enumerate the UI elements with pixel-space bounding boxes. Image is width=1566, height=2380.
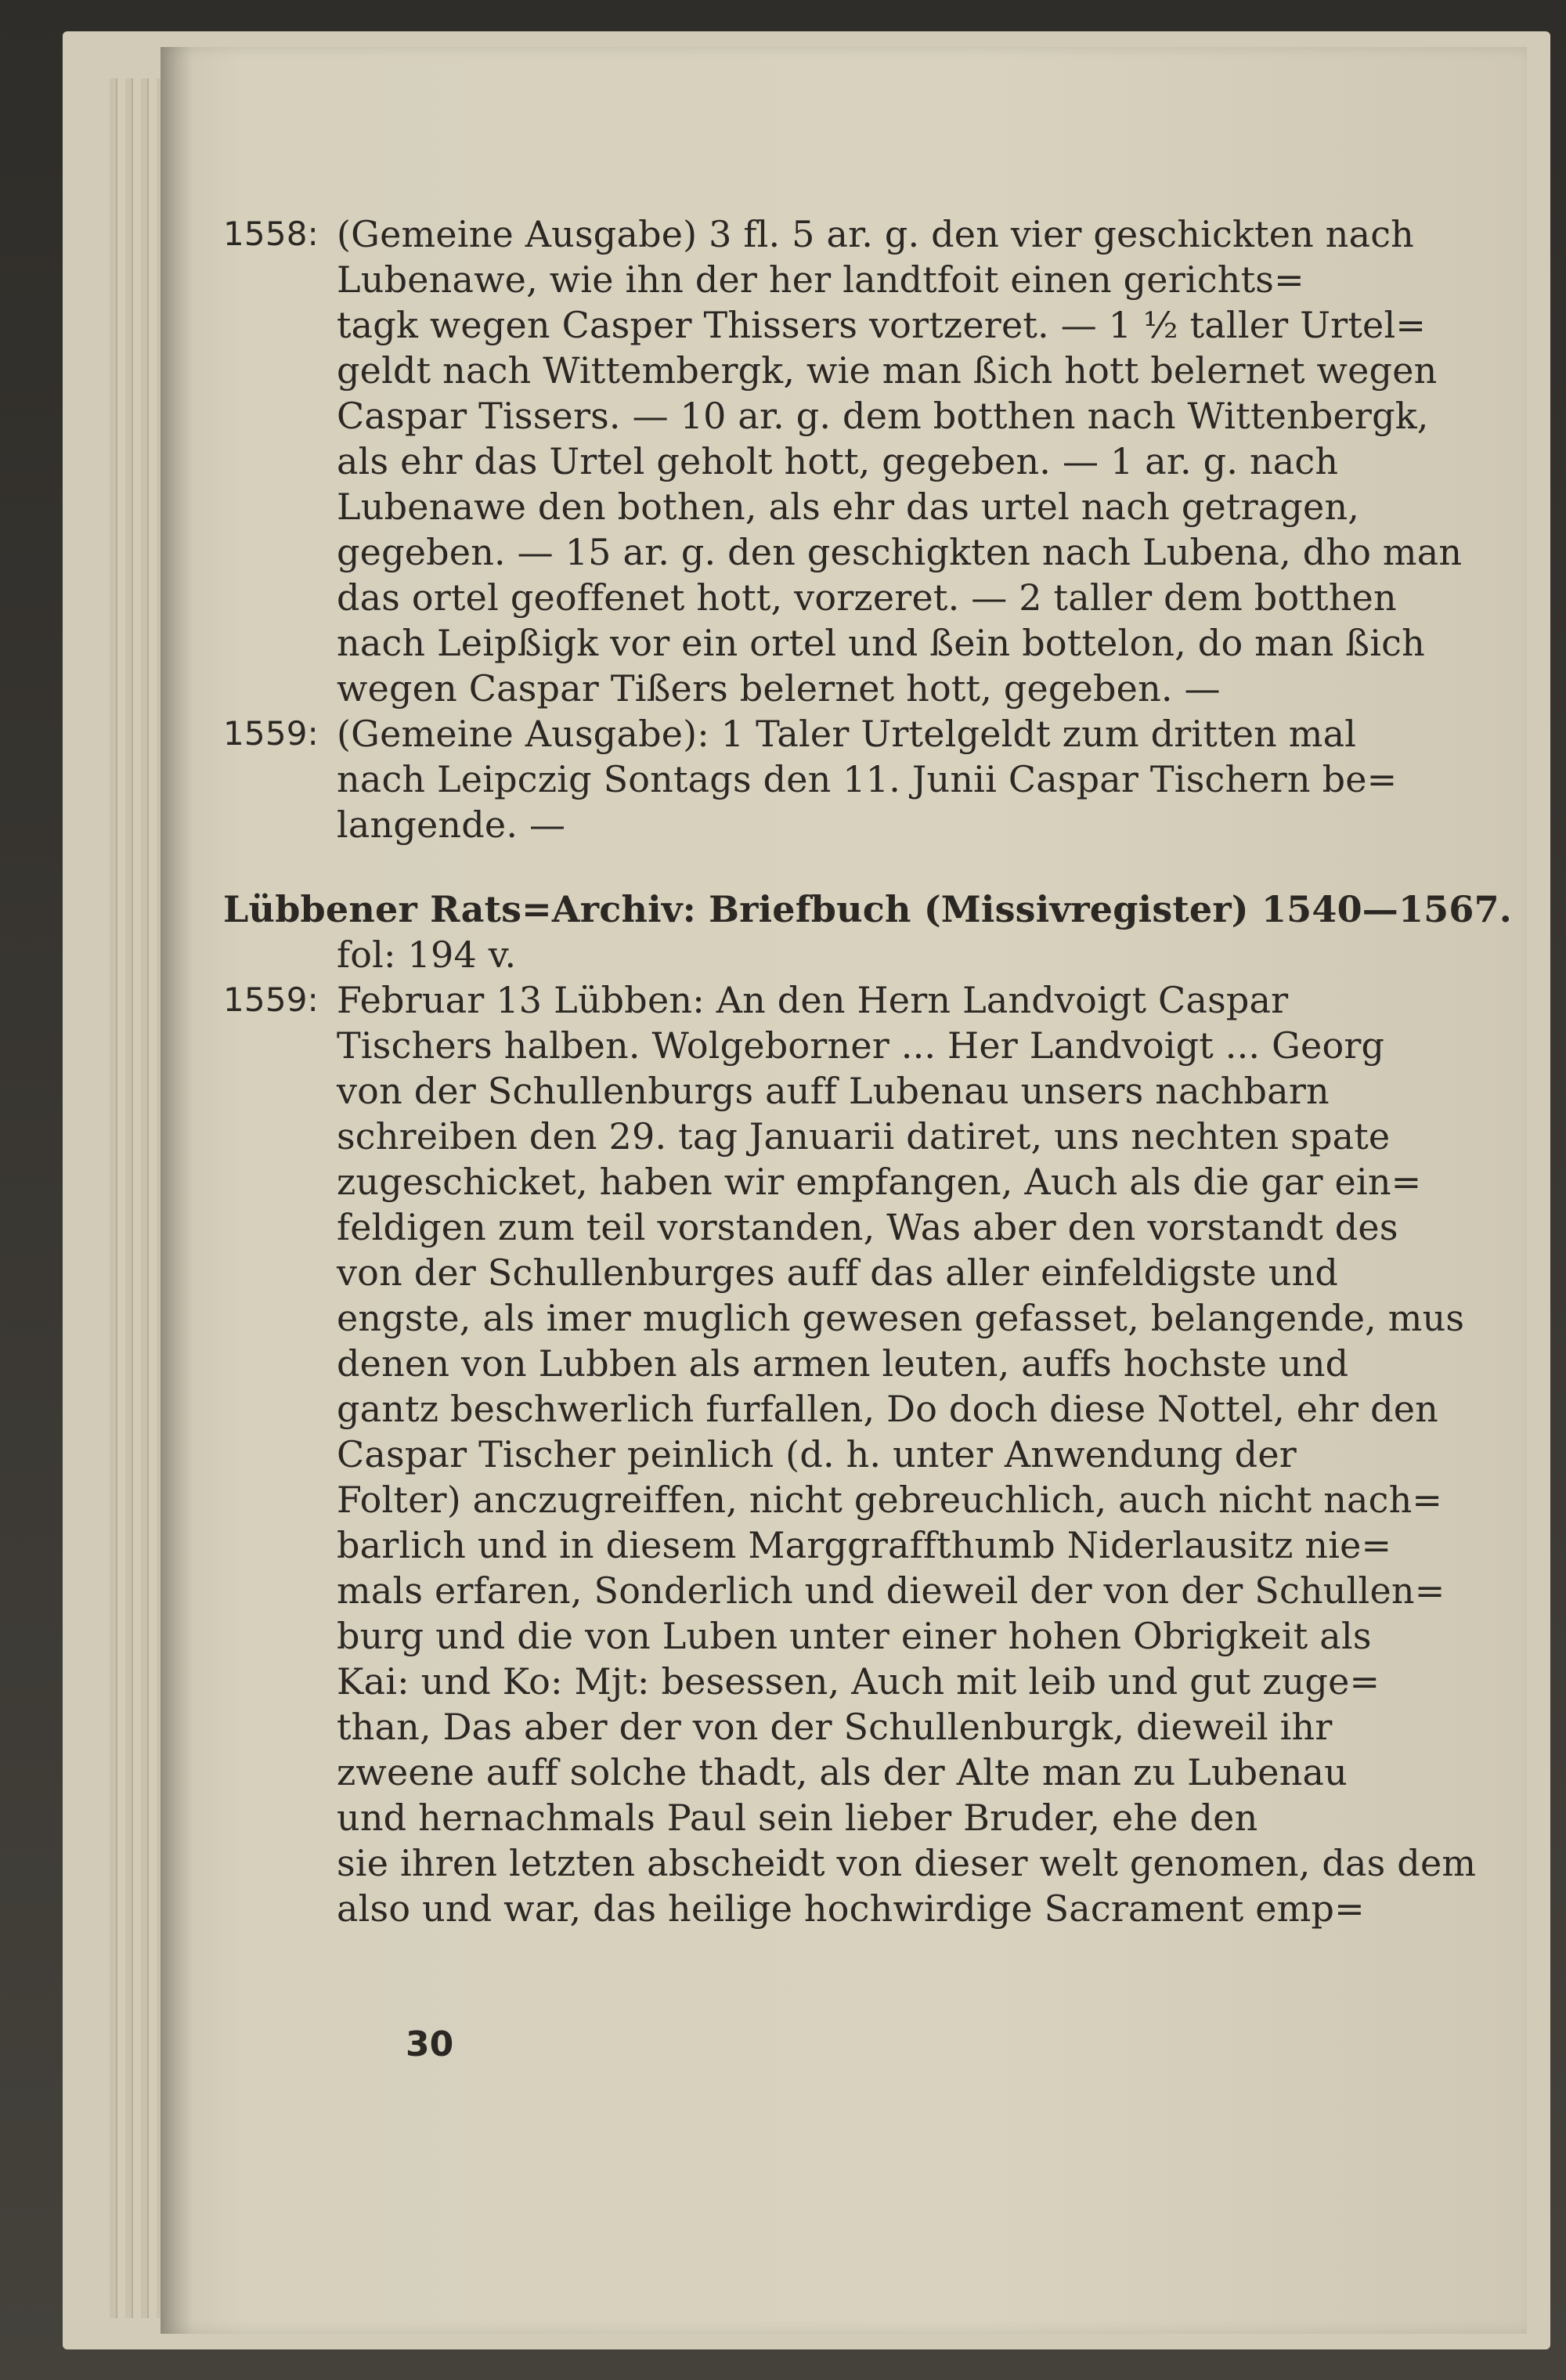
text-line: das ortel geoffenet hott, vorzeret. — 2 taller dem botthen	[337, 576, 1397, 619]
text-line: nach Leipczig Sontags den 11. Junii Caspar Tischern be=	[337, 758, 1398, 800]
text-line: zweene auff solche thadt, als der Alte man zu Lubenau	[337, 1751, 1348, 1793]
text-line: Caspar Tissers. — 10 ar. g. dem botthen nach Wittenbergk,	[337, 395, 1429, 437]
page-edge	[125, 78, 133, 2318]
entry-year-label: 1559:	[223, 714, 319, 753]
entry-1558	[223, 211, 1484, 711]
section-heading: Lübbener Rats=Archiv: Briefbuch (Missivregister) 1540—1567.	[223, 888, 1513, 930]
text-line: burg und die von Luben unter einer hohen Obrigkeit als	[337, 1615, 1372, 1657]
text-line: feldigen zum teil vorstanden, Was aber den vorstandt des	[337, 1206, 1398, 1248]
text-line: also und war, das heilige hochwirdige Sacrament emp=	[337, 1887, 1365, 1930]
text-line: schreiben den 29. tag Januarii datiret, uns nechten spate	[337, 1115, 1391, 1157]
text-line: Kai: und Ko: Mjt: besessen, Auch mit leib und gut zuge=	[337, 1660, 1380, 1703]
page-edge	[110, 78, 117, 2318]
text-line: geldt nach Wittembergk, wie man ßich hott belernet wegen	[337, 349, 1438, 392]
entry-year-label: 1558:	[223, 215, 319, 253]
entry-year-label: 1559:	[223, 981, 319, 1019]
page-gutter-shadow	[161, 47, 193, 2334]
text-line: barlich und in diesem Marggraffthumb Niderlausitz nie=	[337, 1524, 1392, 1566]
page-text	[223, 211, 1513, 1931]
text-line: (Gemeine Ausgabe): 1 Taler Urtelgeldt zum dritten mal	[337, 713, 1357, 755]
text-line: sie ihren letzten abscheidt von dieser welt genomen, das dem	[337, 1842, 1477, 1884]
text-line: denen von Lubben als armen leuten, auffs hochste und	[337, 1342, 1349, 1385]
section-subheading: fol: 194 v.	[337, 934, 517, 976]
entry-1559-letter	[223, 977, 1484, 1931]
text-line: gantz beschwerlich furfallen, Do doch diese Nottel, ehr den	[337, 1388, 1438, 1430]
text-line: mals erfaren, Sonderlich und dieweil der von der Schullen=	[337, 1569, 1445, 1612]
text-line: Caspar Tischer peinlich (d. h. unter Anwendung der	[337, 1433, 1297, 1475]
text-line: Lubenawe, wie ihn der her landtfoit einen gerichts=	[337, 258, 1304, 301]
entry-1559	[223, 711, 1484, 847]
text-line: gegeben. — 15 ar. g. den geschigkten nach Lubena, dho man	[337, 531, 1463, 573]
text-line: nach Leipßigk vor ein ortel und ßein bottelon, do man ßich	[337, 622, 1425, 664]
page-number: 30	[406, 2024, 454, 2064]
text-line: than, Das aber der von der Schullenburgk, dieweil ihr	[337, 1706, 1333, 1748]
text-line: engste, als imer muglich gewesen gefasset, belangende, mus	[337, 1297, 1465, 1339]
text-line: (Gemeine Ausgabe) 3 fl. 5 ar. g. den vier geschickten nach	[337, 213, 1415, 255]
text-line: tagk wegen Casper Thissers vortzeret. — 1 ½ taller Urtel=	[337, 304, 1427, 346]
text-line: Folter) anczugreiffen, nicht gebreuchlich, auch nicht nach=	[337, 1479, 1443, 1521]
text-line: Lubenawe den bothen, als ehr das urtel nach getragen,	[337, 486, 1360, 528]
text-line: Februar 13 Lübben: An den Hern Landvoigt Caspar	[337, 979, 1289, 1021]
text-line: von der Schullenburgs auff Lubenau unsers nachbarn	[337, 1070, 1330, 1112]
text-line: Tischers halben. Wolgeborner ... Her Landvoigt ... Georg	[337, 1024, 1385, 1067]
text-line: langende. —	[337, 804, 566, 846]
text-line: als ehr das Urtel geholt hott, gegeben. — 1 ar. g. nach	[337, 440, 1339, 482]
page-edge	[141, 78, 149, 2318]
text-line: von der Schullenburges auff das aller einfeldigste und	[337, 1251, 1339, 1294]
text-line: wegen Caspar Tißers belernet hott, gegeben. —	[337, 667, 1221, 710]
text-line: zugeschicket, haben wir empfangen, Auch als die gar ein=	[337, 1161, 1422, 1203]
text-line: und hernachmals Paul sein lieber Bruder, ehe den	[337, 1797, 1258, 1839]
